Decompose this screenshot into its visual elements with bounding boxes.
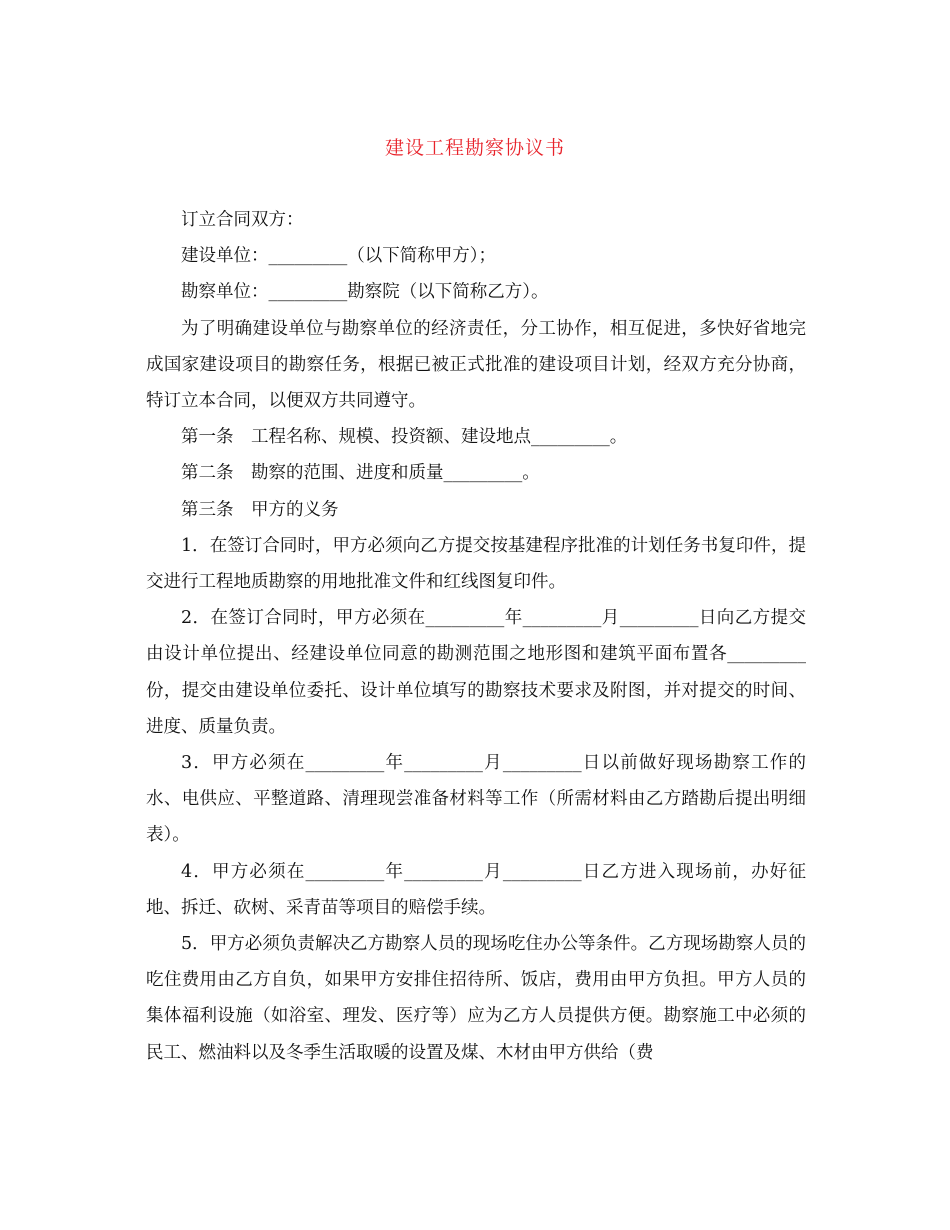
- article-2: 第二条 勘察的范围、进度和质量_________。: [181, 463, 540, 484]
- article-3-item-4: 4．甲方必须在_________年_________月_________日乙方进入现场前，办好征地、拆迁、砍树、采青苗等项目的赔偿手续。: [146, 861, 806, 918]
- article-3-item-1: 1．在签订合同时，甲方必须向乙方提交按基建程序批准的计划任务书复印件，提交进行工程地质勘察的用地批准文件和红线图复印件。: [146, 535, 806, 593]
- article-1: 第一条 工程名称、规模、投资额、建设地点_________。: [181, 427, 628, 448]
- article-3-item-5: 5．甲方必须负责解决乙方勘察人员的现场吃住办公等条件。乙方现场勘察人员的吃住费用由乙方自负，如果甲方安排住招待所、饭店，费用由甲方负担。甲方人员的集体福利设施（如浴室、理发、医疗等）应为乙方人员提供方便。勘察施工中必须的民工、燃油料以及冬季生活取暖的设置及煤、木材由甲方供给（费: [146, 934, 806, 1063]
- construction-unit-line: 建设单位：_________（以下简称甲方）；: [181, 246, 496, 267]
- article-3-item-3: 3．甲方必须在_________年_________月_________日以前做好现场勘察工作的水、电供应、平整道路、清理现尝准备材料等工作（所需材料由乙方踏勘后提出明细表）。: [146, 753, 806, 846]
- document-title: 建设工程勘察协议书: [384, 137, 565, 159]
- document-body: [146, 202, 806, 1071]
- article-3-heading: 第三条 甲方的义务: [181, 499, 339, 520]
- survey-unit-line: 勘察单位：_________勘察院（以下简称乙方）。: [181, 282, 549, 303]
- preamble-paragraph: 为了明确建设单位与勘察单位的经济责任，分工协作，相互促进，多快好省地完成国家建设项目的勘察任务，根据已被正式批准的建设项目计划，经双方充分协商，特订立本合同，以便双方共同遵守。: [146, 318, 806, 412]
- contract-parties-heading: 订立合同双方：: [181, 210, 304, 230]
- article-3-item-2: 2．在签订合同时，甲方必须在_________年_________月_________日向乙方提交由设计单位提出、经建设单位同意的勘测范围之地形图和建筑平面布置各_________份，提交由建设单位委托、设计单位填写的勘察技术要求及附图，并对提交的时间、进度、质量负责。: [146, 608, 806, 737]
